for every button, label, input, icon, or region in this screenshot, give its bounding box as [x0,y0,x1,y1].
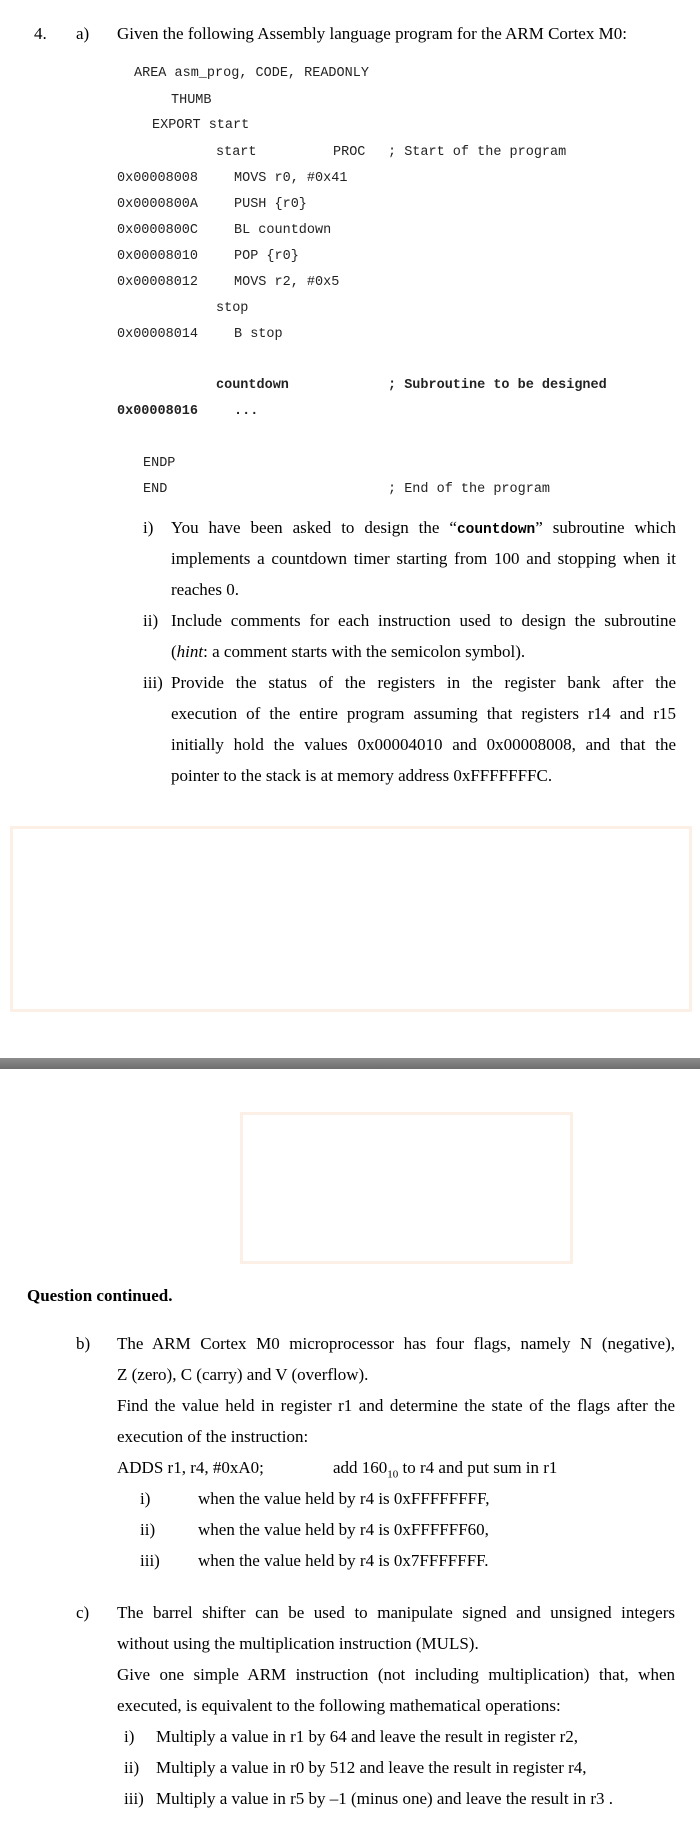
part-c-line-2: without using the multiplication instruction (MULS). [117,1634,479,1653]
item-b-ii-label: ii) [140,1520,156,1539]
code-address: 0x00008008 [117,171,199,186]
item-c-i-text: Multiply a value in r1 by 64 and leave the result in register r2, [156,1727,579,1746]
answer-box [240,1112,573,1264]
code-endp-directive: ENDP [143,456,176,471]
item-a-ii-line-2: (hint: a comment starts with the semicolon symbol). [171,642,526,661]
item-c-ii-text: Multiply a value in r0 by 512 and leave the result in register r4, [156,1758,587,1777]
item-c-ii-label: ii) [124,1758,140,1777]
code-start-label: start [216,145,257,160]
part-b-instruction: ADDS r1, r4, #0xA0; [117,1458,264,1477]
item-b-i-label: i) [140,1489,151,1508]
code-stop-label: stop [216,301,249,316]
code-end-directive: END [143,482,168,497]
item-a-iii-line-3: initially hold the values 0x00004010 and 0x00008008, and that the [171,735,676,754]
part-c-line-4: executed, is equivalent to the following mathematical operations: [117,1696,561,1715]
item-a-i-label: i) [143,518,154,537]
code-countdown-comment: ; Subroutine to be designed [388,378,607,393]
item-a-ii-line-1: Include comments for each instruction used to design the subroutine [171,611,676,630]
item-a-iii-line-4: pointer to the stack is at memory address 0xFFFFFFFC. [171,766,553,785]
code-countdown-label: countdown [216,378,289,393]
item-a-i-line-3: reaches 0. [171,580,239,599]
item-a-ii-label: ii) [143,611,159,630]
question-number: 4. [34,24,47,43]
item-b-iii-text: when the value held by r4 is 0x7FFFFFFF. [198,1551,489,1570]
code-area-directive: AREA asm_prog, CODE, READONLY [134,66,369,81]
code-instruction: B stop [234,327,283,342]
item-b-ii-text: when the value held by r4 is 0xFFFFFF60, [198,1520,489,1539]
part-a-intro: Given the following Assembly language program for the ARM Cortex M0: [117,24,627,43]
part-b-label: b) [76,1334,91,1353]
hint-word: hint [176,642,204,661]
item-c-i-label: i) [124,1727,135,1746]
item-c-iii-text: Multiply a value in r5 by –1 (minus one) and leave the result in r3 . [156,1789,614,1808]
code-address: 0x00008010 [117,249,199,264]
item-a-i-line-2: implements a countdown timer starting from 100 and stopping when it [171,549,676,568]
code-address: 0x00008016 [117,404,199,419]
code-instruction: BL countdown [234,223,332,238]
part-c-line-1: The barrel shifter can be used to manipulate signed and unsigned integers [117,1603,675,1622]
code-end-comment: ; End of the program [388,482,551,497]
item-a-iii-label: iii) [143,673,163,692]
part-b-line-2: Z (zero), C (carry) and V (overflow). [117,1365,369,1384]
code-instruction: ... [234,404,259,419]
answer-box [10,826,692,1012]
code-instruction: POP {r0} [234,249,299,264]
part-c-line-3: Give one simple ARM instruction (not including multiplication) that, when [117,1665,675,1684]
item-a-iii-line-1: Provide the status of the registers in the register bank after the [171,673,676,692]
countdown-inline-code: countdown [456,522,536,538]
code-instruction: PUSH {r0} [234,197,307,212]
item-c-iii-label: iii) [124,1789,144,1808]
code-proc-directive: PROC [333,145,366,160]
part-c-label: c) [76,1603,90,1622]
part-b-instruction-comment: add $160_{10}$ to r4 and put sum in r1 [333,1458,558,1481]
part-b-line-3: Find the value held in register r1 and determine the state of the flags after the [117,1396,675,1415]
code-address: 0x00008014 [117,327,199,342]
item-a-iii-line-2: execution of the entire program assuming that registers r14 and r15 [171,704,676,723]
question-continued-heading: Question continued. [27,1286,173,1305]
code-proc-comment: ; Start of the program [388,145,567,160]
part-b-line-1: The ARM Cortex M0 microprocessor has four flags, namely N (negative), [117,1334,675,1353]
page-divider [0,1058,700,1069]
code-address: 0x0000800C [117,223,199,238]
code-instruction: MOVS r0, #0x41 [234,171,348,186]
code-export-directive: EXPORT start [152,118,250,133]
code-address: 0x00008012 [117,275,199,290]
item-b-i-text: when the value held by r4 is 0xFFFFFFFF, [198,1489,490,1508]
code-address: 0x0000800A [117,197,199,212]
code-thumb-directive: THUMB [171,93,212,108]
item-a-i-line-1: You have been asked to design the “countdown” subroutine which [171,518,676,538]
item-b-iii-label: iii) [140,1551,160,1570]
part-a-label: a) [76,24,90,43]
code-instruction: MOVS r2, #0x5 [234,275,340,290]
part-b-line-4: execution of the instruction: [117,1427,309,1446]
